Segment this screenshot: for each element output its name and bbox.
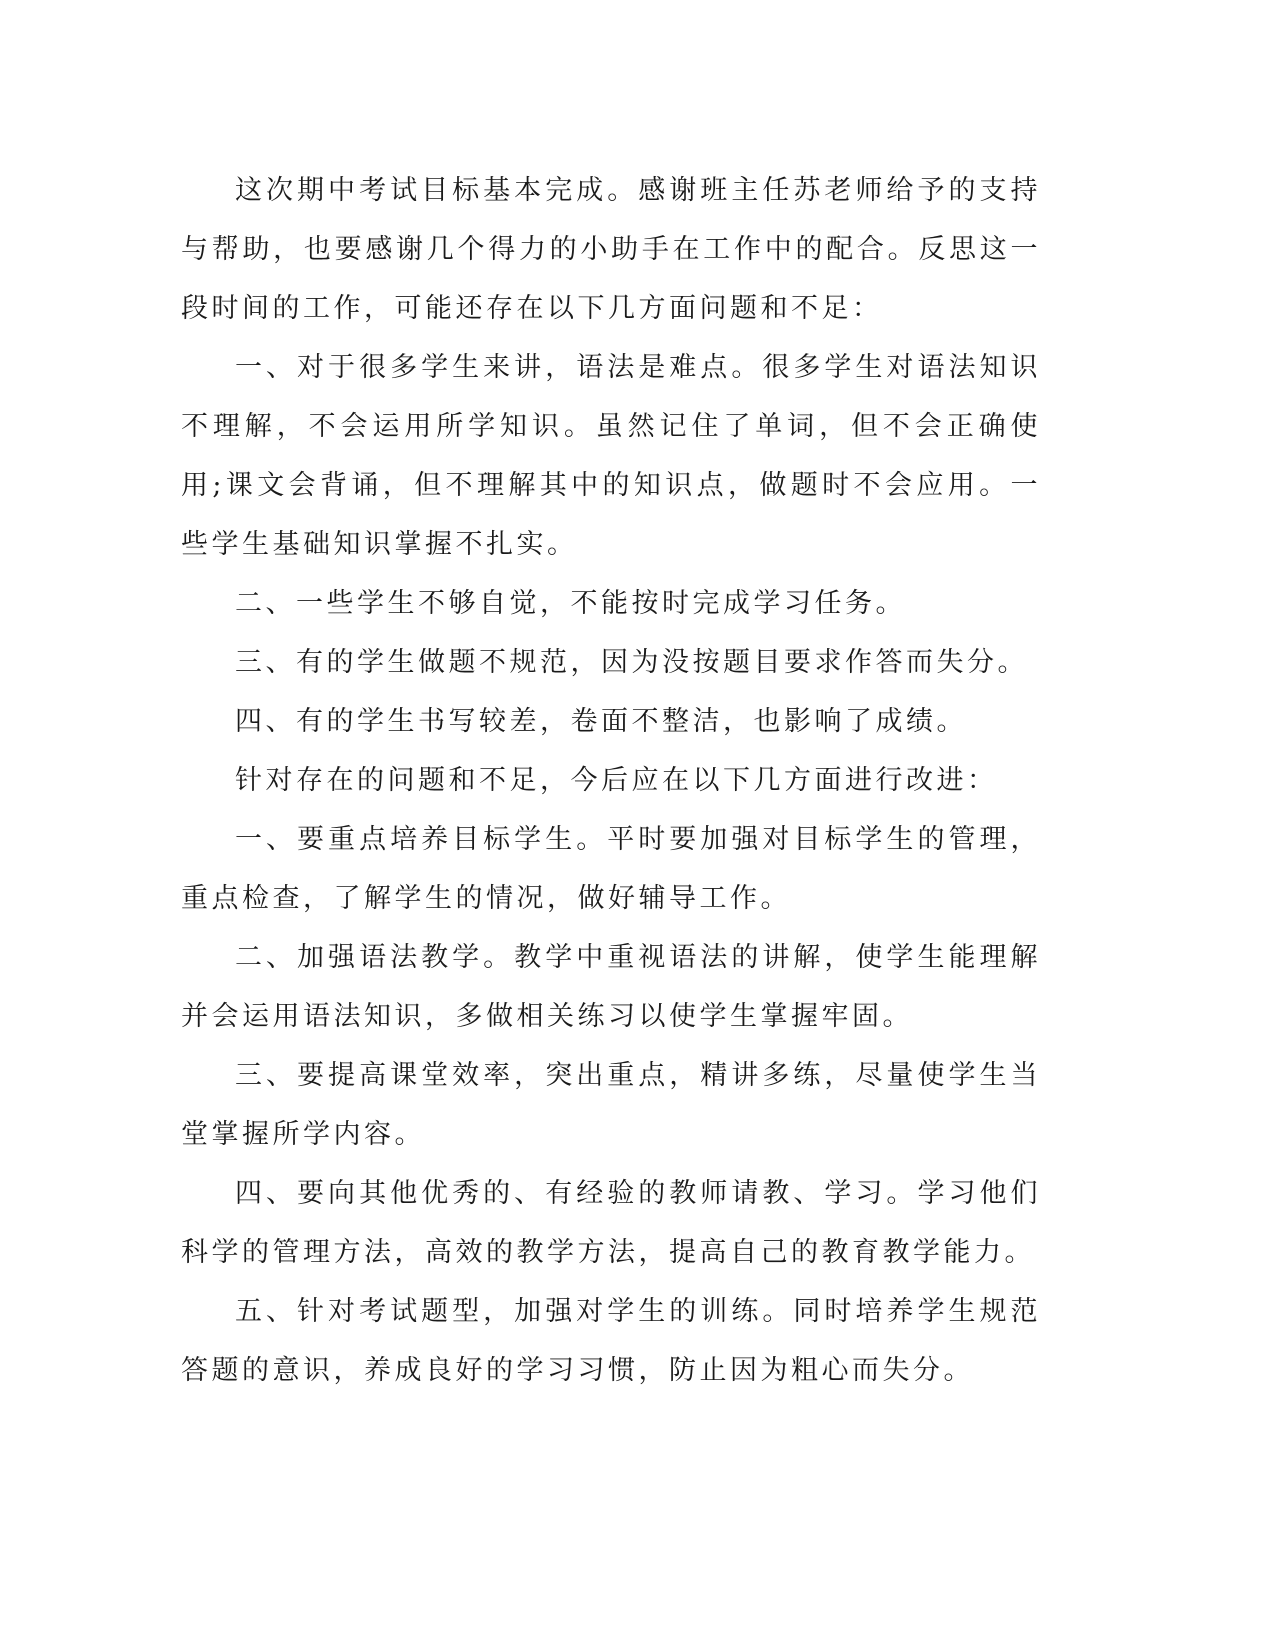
paragraph-improvement-3: 三、要提高课堂效率，突出重点，精讲多练，尽量使学生当堂掌握所学内容。	[181, 1060, 1041, 1150]
paragraph-improvement-5: 五、针对考试题型，加强对学生的训练。同时培养学生规范答题的意识，养成良好的学习习惯，防止因为粗心而失分。	[181, 1296, 1041, 1386]
paragraph-intro: 这次期中考试目标基本完成。感谢班主任苏老师给予的支持与帮助，也要感谢几个得力的小助手在工作中的配合。反思这一段时间的工作，可能还存在以下几方面问题和不足：	[181, 175, 1041, 324]
paragraph-problem-3: 三、有的学生做题不规范，因为没按题目要求作答而失分。	[235, 647, 1028, 678]
paragraph-problem-2: 二、一些学生不够自觉，不能按时完成学习任务。	[235, 588, 906, 619]
paragraph-improvement-2: 二、加强语法教学。教学中重视语法的讲解，使学生能理解并会运用语法知识，多做相关练习以使学生掌握牢固。	[181, 942, 1041, 1032]
document-body	[181, 161, 1041, 1400]
paragraph-problem-1: 一、对于很多学生来讲，语法是难点。很多学生对语法知识不理解，不会运用所学知识。虽然记住了单词，但不会正确使用;课文会背诵，但不理解其中的知识点，做题时不会应用。一些学生基础知识掌握不扎实。	[181, 352, 1041, 560]
paragraph-problem-4: 四、有的学生书写较差，卷面不整洁，也影响了成绩。	[235, 706, 967, 737]
paragraph-improvement-4: 四、要向其他优秀的、有经验的教师请教、学习。学习他们科学的管理方法，高效的教学方法，提高自己的教育教学能力。	[181, 1178, 1041, 1268]
paragraph-improvement-intro: 针对存在的问题和不足，今后应在以下几方面进行改进：	[235, 765, 998, 796]
paragraph-improvement-1: 一、要重点培养目标学生。平时要加强对目标学生的管理，重点检查，了解学生的情况，做好辅导工作。	[181, 824, 1041, 914]
